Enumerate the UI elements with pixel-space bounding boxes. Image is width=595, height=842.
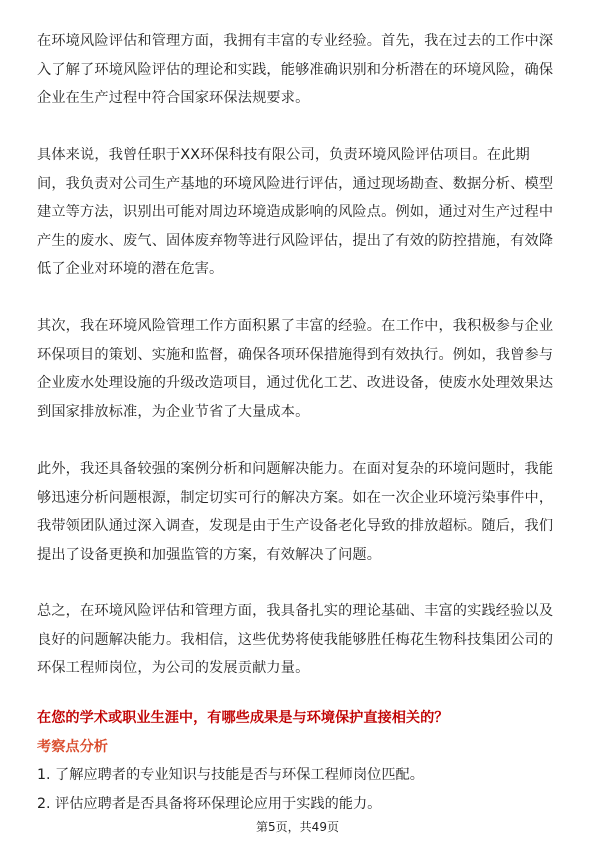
analysis-point: 2. 评估应聘者是否具备将环保理论应用于实践的能力。 xyxy=(37,796,382,812)
answer-paragraph-2: 具体来说，我曾任职于XX环保科技有限公司，负责环境风险评估项目。在此期间，我负责对公司生产基地的环境风险进行评估，通过现场勘查、数据分析、模型建立等方法，识别出可能对周边环境造成影响的风险点。例如，通过对生产过程中产生的废水、废气、固体废弃物等进行风险评估，提出了有效的防控措施，有效降低了企业对环境的潜在危害。 xyxy=(37,147,554,277)
answer-paragraph-3: 其次，我在环境风险管理工作方面积累了丰富的经验。在工作中，我积极参与企业环保项目的策划、实施和监督，确保各项环保措施得到有效执行。例如，我曾参与企业废水处理设施的升级改造项目，通过优化工艺、改进设备，使废水处理效果达到国家排放标准，为企业节省了大量成本。 xyxy=(37,318,554,420)
answer-paragraph-4: 此外，我还具备较强的案例分析和问题解决能力。在面对复杂的环境问题时，我能够迅速分析问题根源，制定切实可行的解决方案。如在一次企业环境污染事件中，我带领团队通过深入调查，发现是由于生产设备老化导致的排放超标。随后，我们提出了设备更换和加强监管的方案，有效解决了问题。 xyxy=(37,461,554,563)
interview-question: 在您的学术或职业生涯中，有哪些成果是与环境保护直接相关的？ xyxy=(37,710,449,726)
answer-paragraph-5: 总之，在环境风险评估和管理方面，我具备扎实的理论基础、丰富的实践经验以及良好的问题解决能力。我相信，这些优势将使我能够胜任梅花生物科技集团公司的环保工程师岗位，为公司的发展贡献力量。 xyxy=(37,603,554,676)
answer-paragraph-1: 在环境风险评估和管理方面，我拥有丰富的专业经验。首先，我在过去的工作中深入了解了环境风险评估的理论和实践，能够准确识别和分析潜在的环境风险，确保企业在生产过程中符合国家环保法规要求。 xyxy=(37,33,554,106)
analysis-point: 1. 了解应聘者的专业知识与技能是否与环保工程师岗位匹配。 xyxy=(37,767,424,783)
page-number-footer: 第5页，共49页 xyxy=(256,820,339,834)
analysis-heading: 考察点分析 xyxy=(37,739,108,755)
